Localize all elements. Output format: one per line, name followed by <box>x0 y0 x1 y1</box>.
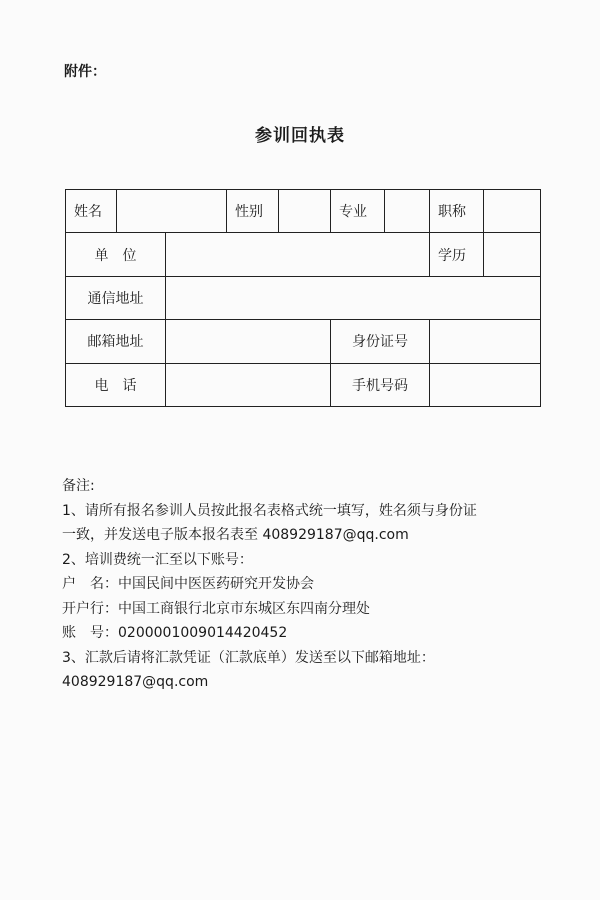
id-number-label: 身份证号 <box>331 320 430 363</box>
contact-email: 408929187@qq.com <box>62 674 209 690</box>
address-field[interactable] <box>166 276 541 319</box>
phone-label: 电 话 <box>66 363 166 406</box>
account-name: 户 名：中国民间中医医药研究开发协会 <box>62 576 314 592</box>
note-item-1-continued: 一致，并发送电子版本报名表至 408929187@qq.com <box>62 527 409 543</box>
name-field[interactable] <box>117 190 227 233</box>
mobile-field[interactable] <box>430 363 541 406</box>
bank-name: 开户行：中国工商银行北京市东城区东四南分理处 <box>62 600 370 617</box>
note-item-1: 1、请所有报名参训人员按此报名表格式统一填写，姓名须与身份证 <box>62 502 477 519</box>
note-item-2: 2、培训费统一汇至以下账号： <box>62 551 253 568</box>
job-title-label: 职称 <box>430 190 484 233</box>
education-field[interactable] <box>484 233 541 276</box>
address-label: 通信地址 <box>66 276 166 319</box>
account-number: 账 号：0200001009014420452 <box>62 625 288 641</box>
job-title-field[interactable] <box>484 190 541 233</box>
notes-heading: 备注: <box>62 478 95 494</box>
major-field[interactable] <box>385 190 430 233</box>
gender-field[interactable] <box>279 190 331 233</box>
mobile-label: 手机号码 <box>331 363 430 406</box>
notes-section <box>62 474 552 695</box>
phone-field[interactable] <box>166 363 331 406</box>
attachment-label: 附件： <box>64 64 106 80</box>
education-label: 学历 <box>430 233 484 276</box>
name-label: 姓名 <box>66 190 117 233</box>
email-field[interactable] <box>166 320 331 363</box>
id-number-field[interactable] <box>430 320 541 363</box>
gender-label: 性别 <box>227 190 279 233</box>
note-item-3: 3、汇款后请将汇款凭证（汇款底单）发送至以下邮箱地址： <box>62 649 435 666</box>
registration-form-table <box>65 189 541 407</box>
unit-label: 单 位 <box>66 233 166 276</box>
major-label: 专业 <box>331 190 385 233</box>
email-label: 邮箱地址 <box>66 320 166 363</box>
unit-field[interactable] <box>166 233 430 276</box>
page-title: 参训回执表 <box>255 126 345 146</box>
